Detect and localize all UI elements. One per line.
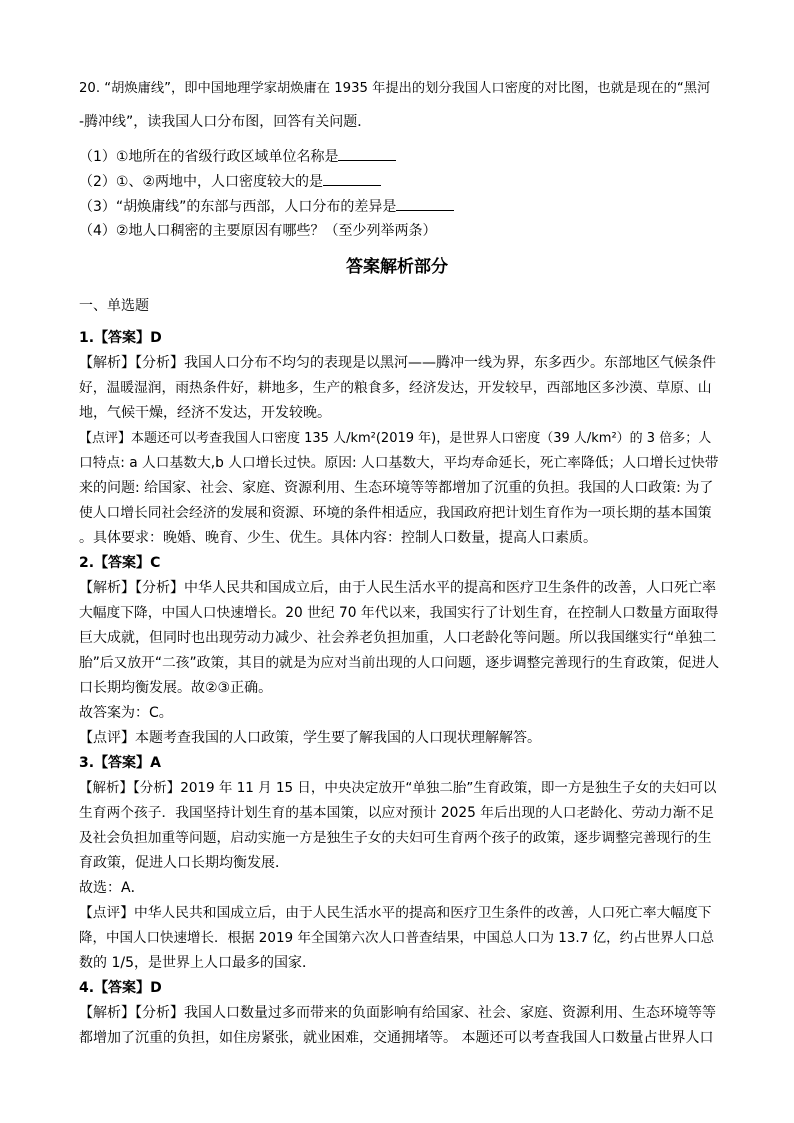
explanation-line: 育政策，促进人口长期均衡发展． [79,855,289,871]
comment-line: 降，中国人口快速增长．根据 2019 年全国第六次人口普查结果，中国总人口为 13.7 亿，约占世界人口总 [79,930,715,946]
answer-1-header [79,326,719,351]
explanation-line: 及社会负担加重等问题，启动实施一方是独生子女的夫妇可生育两个孩子的政策，逐步调整完善现行的生 [79,830,712,846]
explanation-line: 胎”后又放开“二孩”政策，其目的就是为应对当前出现的人口问题，逐步调整完善现行的生育政策，促进人 [79,655,720,671]
answer-tag: 【答案】 [94,555,151,571]
answer-blank [396,196,454,211]
answer-4-header [79,976,719,1001]
explanation-line: 生育两个孩子．我国坚持计划生育的基本国策，以应对预计 2025 年后出现的人口老龄化、劳动力渐不足 [79,805,714,821]
answer-letter: C [150,555,161,571]
answer-tag: 【答案】 [94,980,151,996]
sub-question-1 [79,145,719,170]
sub-question-3-text: （3）“胡焕庸线”的东部与西部，人口分布的差异是 [79,199,397,215]
explanation-line: 都增加了沉重的负担，如住房紧张，就业困难，交通拥堵等。 本题还可以考查我国人口数量占世界人口 [79,1030,714,1046]
comment-line: 【点评】本题考查我国的人口政策，学生要了解我国的人口现状理解解答。 [79,730,541,746]
answer-number: 3. [79,755,95,771]
answer-2-header [79,551,719,576]
comment-line: 。具体要求：晚婚、晚育、少生、优生。具体内容：控制人口数量，提高人口素质。 [79,530,597,546]
explanation-line: 大幅度下降，中国人口快速增长。20 世纪 70 年代以来，我国实行了计划生育，在控制人口数量方面取得 [79,605,719,621]
comment-line: 数的 1/5，是世界上人口最多的国家． [79,955,316,971]
answer-blank [323,171,381,186]
explanation-line: 【解析】【分析】2019 年 11 月 15 日，中央决定放开“单独二胎”生育政策，即一方是独生子女的夫妇可以 [79,780,717,796]
question-20-stem-line2: -腾冲线”，读我国人口分布图，回答有关问题． [79,114,372,130]
question-20-stem-line1: 20. “胡焕庸线”，即中国地理学家胡焕庸在 1935 年提出的划分我国人口密度的对比图，也就是现在的“黑河 [79,81,711,96]
explanation-line: 口长期均衡发展。故②③正确。 [79,680,273,696]
answer-tag: 【答案】 [94,330,151,346]
explanation-line: 【解析】【分析】我国人口数量过多而带来的负面影响有给国家、社会、家庭、资源利用、生态环境等等 [79,1005,716,1021]
comment-line: 口特点: a 人口基数大,b 人口增长过快。原因: 人口基数大，平均寿命延长，死亡率降低；人口增长过快带 [79,455,719,471]
explanation-line: 【解析】【分析】中华人民共和国成立后，由于人民生活水平的提高和医疗卫生条件的改善，人口死亡率 [79,580,716,596]
answer-number: 4. [79,980,95,996]
answer-result: 故选：A． [79,880,145,896]
comment-line: 【点评】中华人民共和国成立后，由于人民生活水平的提高和医疗卫生条件的改善，人口死亡率大幅度下 [79,905,712,921]
sub-question-3 [79,195,719,220]
comment-line: 来的问题: 给国家、社会、家庭、资源利用、生态环境等等都增加了沉重的负担。我国的人口政策: 为了 [79,480,714,496]
comment-line: 使人口增长同社会经济的发展和资源、环境的条件相适应，我国政府把计划生育作为一项长期的基本国策 [79,505,712,521]
answer-section-title: 答案解析部分 [346,257,448,277]
sub-question-2-text: （2）①、②两地中，人口密度较大的是 [79,174,324,190]
sub-question-1-text: （1）①地所在的省级行政区域单位名称是 [79,149,339,165]
sub-question-4: （4）②地人口稠密的主要原因有哪些？（至少列举两条） [79,223,437,239]
comment-line: 【点评】本题还可以考查我国人口密度 135 人/km²(2019 年)，是世界人口密度（39 人/km²）的 3 倍多；人 [79,431,712,446]
answer-number: 1. [79,330,95,346]
answer-tag: 【答案】 [94,755,151,771]
answer-number: 2. [79,555,95,571]
answer-letter: D [150,330,162,346]
explanation-line: 【解析】【分析】我国人口分布不均匀的表现是以黑河——腾冲一线为界，东多西少。东部地区气候条件 [79,355,716,371]
answer-3-header [79,751,719,776]
explanation-line: 巨大成就，但同时也出现劳动力减少、社会养老负担加重，人口老龄化等问题。所以我国继实行“单独二 [79,630,717,646]
explanation-line: 好，温暖湿润，雨热条件好，耕地多，生产的粮食多，经济发达，开发较早，西部地区多沙漠、草原、山 [79,380,712,396]
sub-question-2 [79,170,719,195]
answer-result: 故答案为：C。 [79,705,173,721]
explanation-line: 地，气候干燥，经济不发达，开发较晚。 [79,405,331,421]
answer-letter: A [150,755,161,771]
section-heading-single-choice: 一、单选题 [79,298,149,314]
answer-letter: D [150,980,162,996]
answer-blank [338,146,396,161]
